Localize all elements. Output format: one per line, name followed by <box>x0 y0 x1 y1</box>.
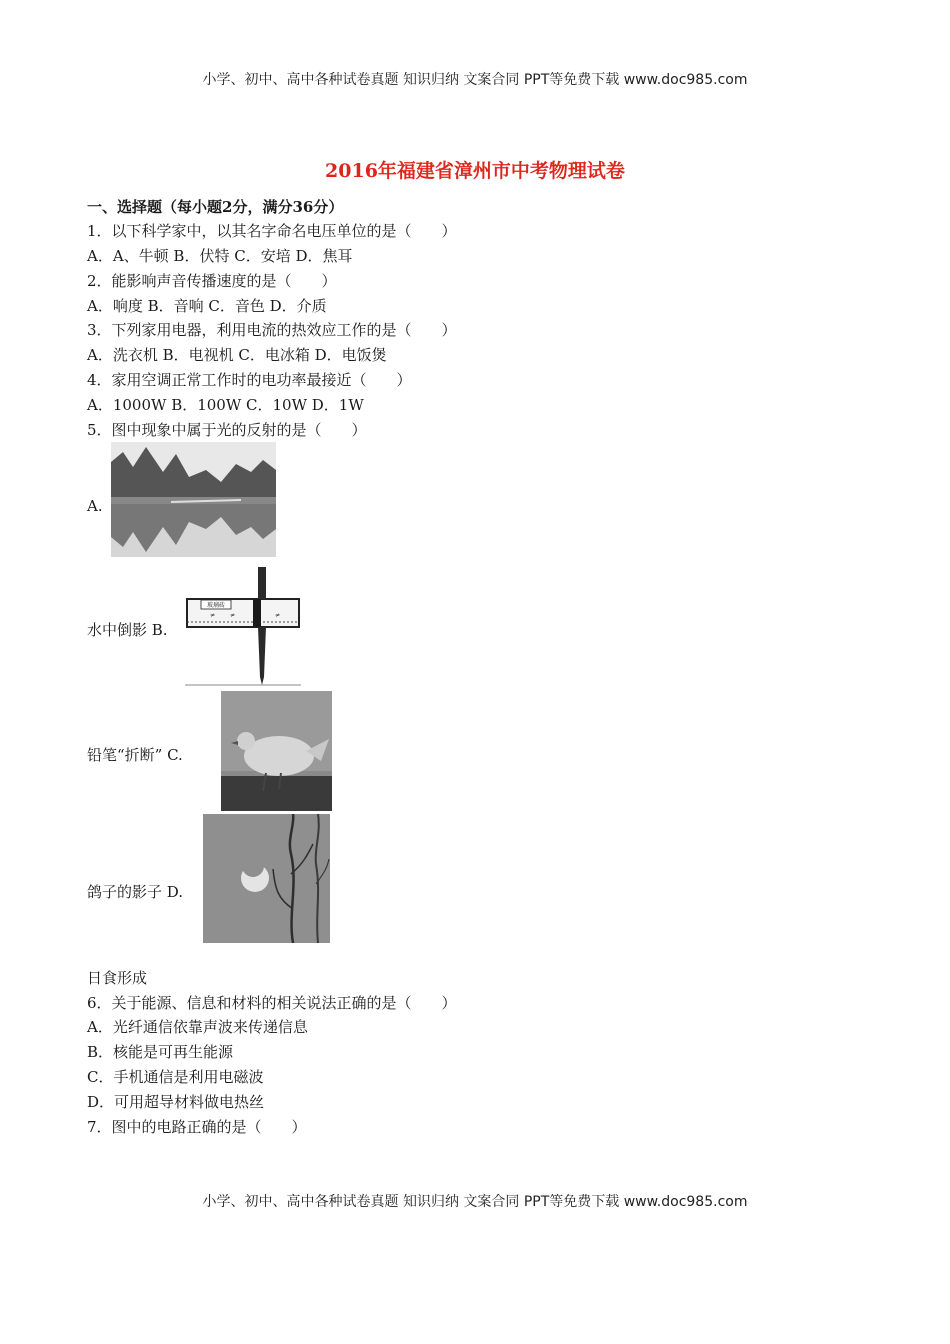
question-2-options: A．响度 B．音响 C．音色 D．介质 <box>87 297 327 315</box>
solar-eclipse-photo <box>203 814 330 943</box>
question-7-stem: 7．图中的电路正确的是（ ） <box>87 1118 307 1136</box>
svg-text:≠: ≠ <box>275 612 281 619</box>
question-3-options: A．洗衣机 B．电视机 C．电冰箱 D．电饭煲 <box>87 346 387 364</box>
pencil-glass-diagram <box>185 567 301 687</box>
question-5-option-d-caption: 日食形成 <box>87 969 148 987</box>
question-2-stem: 2．能影响声音传播速度的是（ ） <box>87 272 337 290</box>
question-5-option-b-label: 水中倒影 B. <box>87 621 168 639</box>
svg-text:≠: ≠ <box>230 612 236 619</box>
question-6-option-d: D．可用超导材料做电热丝 <box>87 1093 265 1111</box>
glass-block-tag: 玻璃砖 <box>206 602 226 609</box>
question-3-stem: 3．下列家用电器，利用电流的热效应工作的是（ ） <box>87 321 457 339</box>
question-4-options: A．1000W B．100W C．10W D．1W <box>87 396 364 414</box>
question-5-option-d-label: 鸽子的影子 D. <box>87 883 184 901</box>
svg-text:≠: ≠ <box>210 612 216 619</box>
question-5-option-c-label: 铅笔“折断” C. <box>87 746 183 764</box>
page-header: 小学、初中、高中各种试卷真题 知识归纳 文案合同 PPT等免费下载 www.doc985.com <box>202 72 748 88</box>
page-title: 2016年福建省漳州市中考物理试卷 <box>325 160 625 182</box>
pigeon-shadow-photo <box>221 691 332 811</box>
question-6-option-c: C．手机通信是利用电磁波 <box>87 1068 264 1086</box>
mountain-reflection-photo <box>111 442 276 557</box>
page-footer: 小学、初中、高中各种试卷真题 知识归纳 文案合同 PPT等免费下载 www.doc985.com <box>202 1194 748 1210</box>
question-1-stem: 1．以下科学家中，以其名字命名电压单位的是（ ） <box>87 222 457 240</box>
question-5-option-a-label: A. <box>87 497 103 515</box>
question-1-options: A．A、牛顿 B．伏特 C．安培 D．焦耳 <box>87 247 353 265</box>
section-heading: 一、选择题（每小题2分，满分36分） <box>87 198 344 216</box>
question-4-stem: 4．家用空调正常工作时的电功率最接近（ ） <box>87 371 412 389</box>
question-6-stem: 6．关于能源、信息和材料的相关说法正确的是（ ） <box>87 994 457 1012</box>
question-5-stem: 5．图中现象中属于光的反射的是（ ） <box>87 421 367 439</box>
question-6-option-a: A．光纤通信依靠声波来传递信息 <box>87 1018 308 1036</box>
question-6-option-b: B．核能是可再生能源 <box>87 1043 234 1061</box>
